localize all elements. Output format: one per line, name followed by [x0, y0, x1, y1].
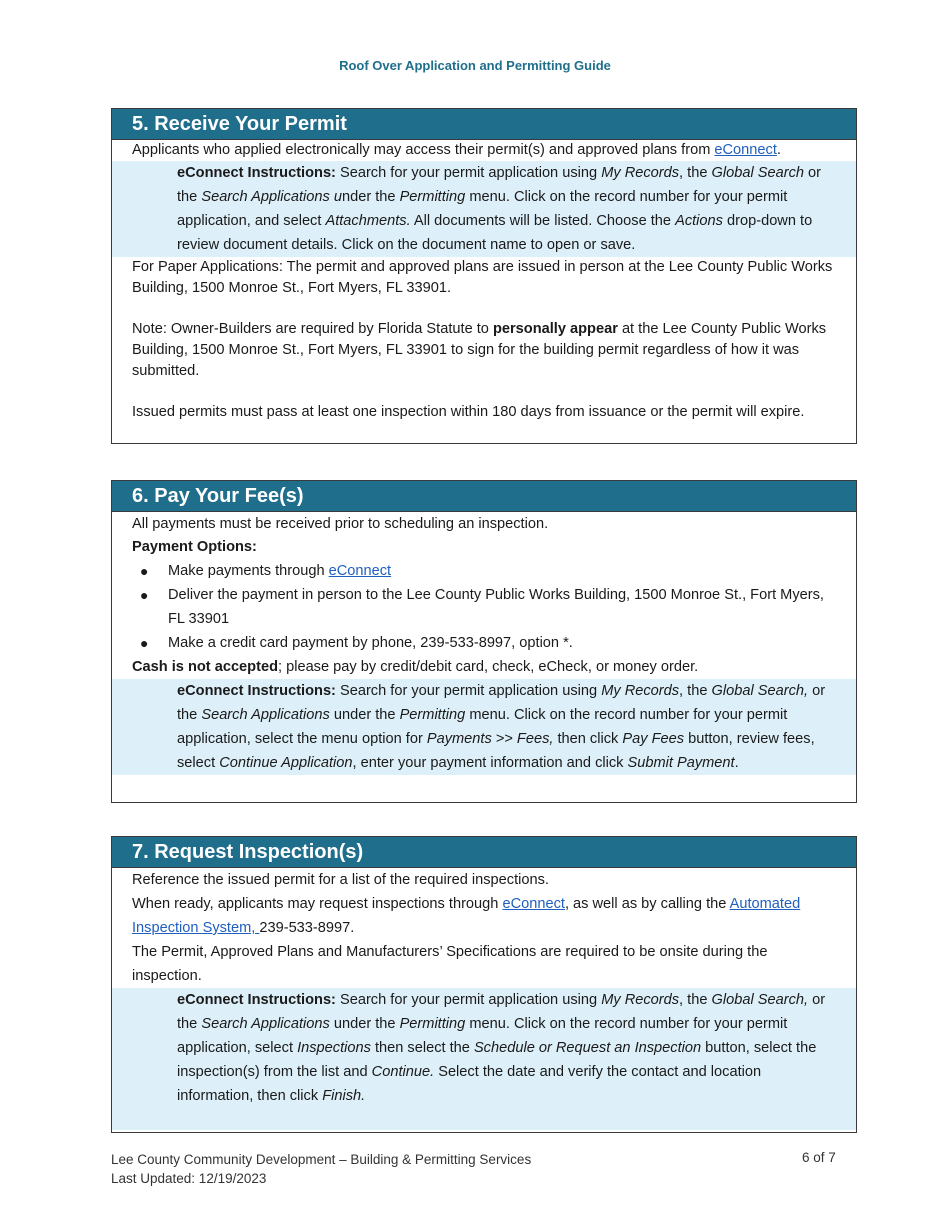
section-receive-permit [111, 108, 857, 444]
section-body-lower [112, 257, 856, 423]
econnect-instructions: eConnect Instructions: Search for your permit application using My Records, the Global Search, or the Search Applications under the Permitting menu. Click on the record number for your permit application, select the menu option for Payments >> Fees, then click Pay Fees button, review fees, select Continue Application, enter your payment information and click Submit Payment. [112, 679, 856, 775]
issued-permit-text: Issued permits must pass at least one inspection within 180 days from issuance or the permit will expire. [132, 404, 805, 420]
footer-org: Lee County Community Development – Building & Permitting Services [111, 1152, 532, 1167]
bullet-icon: ● [140, 563, 149, 579]
econnect-link[interactable]: eConnect [328, 563, 392, 579]
page-number: 6 of 7 [802, 1150, 836, 1165]
section-title: 6. Pay Your Fee(s) [112, 481, 856, 512]
onsite-documents-text: The Permit, Approved Plans and Manufacturers’ Specifications are required to be onsite during the inspection. [132, 944, 768, 984]
cash-note: Cash is not accepted; please pay by credit/debit card, check, eCheck, or money order. [132, 659, 699, 675]
section-title: 7. Request Inspection(s) [112, 837, 856, 868]
econnect-instructions: eConnect Instructions: Search for your permit application using My Records, the Global Search, or the Search Applications under the Permitting menu. Click on the record number for your permit application, select Inspections then select the Schedule or Request an Inspection button, select the inspection(s) from the list and Continue. Select the date and verify the contact and location information, then click Finish. [112, 988, 856, 1130]
section-pay-fees [111, 480, 857, 803]
section-body [112, 512, 856, 559]
econnect-instructions: eConnect Instructions: Search for your permit application using My Records, the Global Search or the Search Applications under the Permitting menu. Click on the record number for your permit application, and select Attachments. All documents will be listed. Choose the Actions drop-down to review document details. Click on the document name to open or save. [112, 161, 856, 257]
section-request-inspections [111, 836, 857, 1133]
list-item: ● Deliver the payment in person to the Lee County Public Works Building, 1500 Monroe St., Fort Myers, FL 33901 [112, 583, 856, 631]
footer [111, 1150, 531, 1188]
request-inspection-text: When ready, applicants may request inspections through eConnect, as well as by calling the Automated Inspection System, 239-533-8997. [132, 896, 801, 936]
intro-text: Applicants who applied electronically may access their permit(s) and approved plans from eConnect. [132, 142, 781, 158]
automated-inspection-link[interactable]: Automated Inspection System, [132, 896, 801, 936]
section-body [112, 140, 856, 161]
paper-applications-text: For Paper Applications: The permit and approved plans are issued in person at the Lee County Public Works Building, 1500 Monroe St., Fort Myers, FL 33901. [132, 259, 833, 296]
econnect-link[interactable]: eConnect [502, 896, 565, 912]
bullet-icon: ● [140, 635, 149, 651]
list-item: ● Make payments through eConnect [112, 559, 856, 583]
bullet-icon: ● [140, 587, 149, 603]
payment-options-list [112, 559, 856, 655]
list-item: ● Make a credit card payment by phone, 239-533-8997, option *. [112, 631, 856, 655]
reference-permit-text: Reference the issued permit for a list of the required inspections. [132, 872, 549, 888]
document-header: Roof Over Application and Permitting Guide [339, 58, 611, 73]
econnect-link[interactable]: eConnect [714, 142, 777, 158]
payment-requirement-text: All payments must be received prior to scheduling an inspection. [132, 516, 549, 532]
owner-builder-note: Note: Owner-Builders are required by Florida Statute to personally appear at the Lee County Public Works Building, 1500 Monroe St., Fort Myers, FL 33901 to sign for the building permit regardless of how it was submitted. [132, 321, 827, 379]
section-title: 5. Receive Your Permit [112, 109, 856, 140]
payment-options-label: Payment Options: [132, 539, 257, 555]
footer-updated: Last Updated: 12/19/2023 [111, 1171, 267, 1186]
section-body [112, 868, 856, 988]
